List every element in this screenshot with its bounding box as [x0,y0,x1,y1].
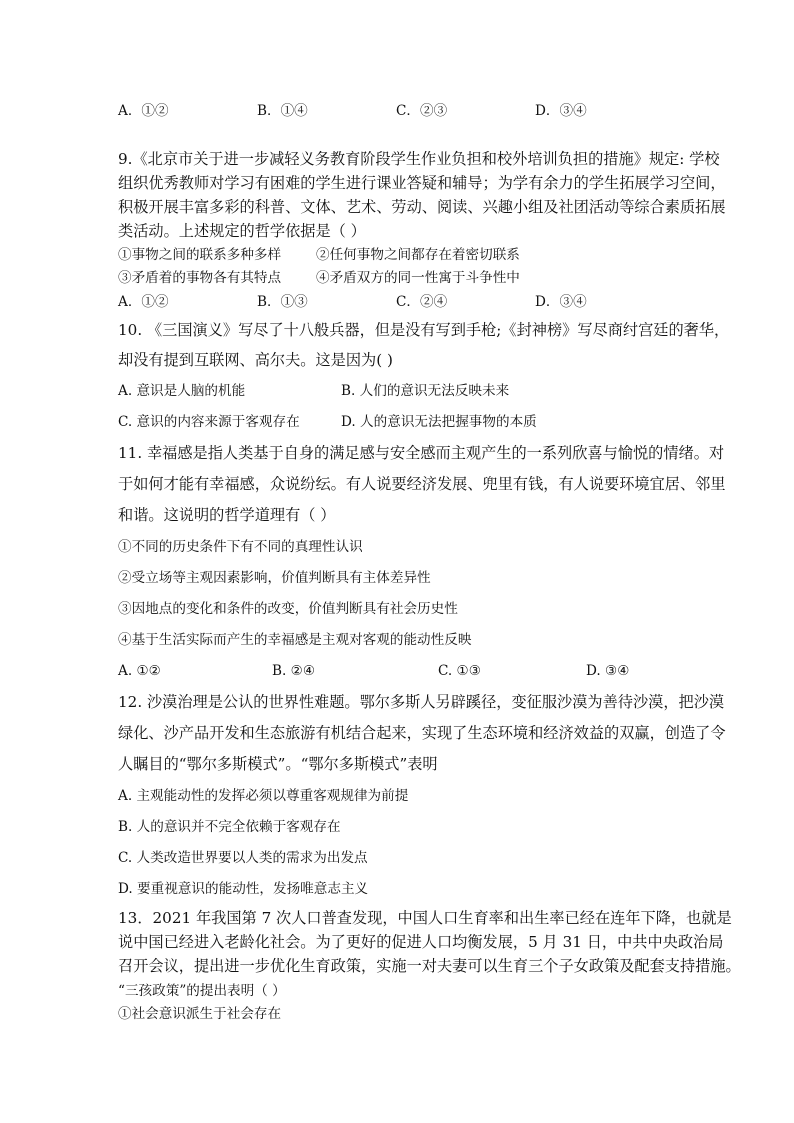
q8-option-d: D．③④ [535,103,587,119]
q10-option-a: A. 意识是人脑的机能 [118,383,246,399]
q11-stem-line-3: 和谐。这说明的哲学道理有（ ） [118,506,336,524]
q9-option-a: A．①② [118,294,169,310]
q9-option-c: C．②④ [396,294,448,310]
q11-statement-3: ③因地点的变化和条件的改变，价值判断具有社会历史性 [118,601,458,617]
q11-statement-1: ①不同的历史条件下有不同的真理性认识 [118,539,363,555]
q13-stem-line-4: “三孩政策”的提出表明（ ） [118,983,286,999]
q12-stem-line-2: 绿化、沙产品开发和生态旅游有机结合起来，实现了生态环境和经济效益的双赢，创造了令 [118,724,726,742]
q9-stem-line-2: 组织优秀教师对学习有困难的学生进行课业答疑和辅导；为学有余力的学生拓展学习空间， [118,174,726,192]
q9-stem-line-1: 9.《北京市关于进一步减轻义务教育阶段学生作业负担和校外培训负担的措施》规定: 学校 [118,150,720,168]
q11-option-b: B. ②④ [272,663,316,679]
q9-option-d: D．③④ [535,294,587,310]
q11-stem-line-1: 11. 幸福感是指人类基于自身的满足感与安全感而主观产生的一系列欣喜与愉悦的情绪。对 [118,444,725,462]
q10-option-c: C. 意识的内容来源于客观存在 [118,414,300,430]
q12-option-d: D. 要重视意识的能动性，发扬唯意志主义 [118,881,369,897]
q11-statement-2: ②受立场等主观因素影响，价值判断具有主体差异性 [118,570,431,586]
q9-stem-line-3: 积极开展丰富多彩的科普、文体、艺术、劳动、阅读、兴趣小组及社团活动等综合素质拓展 [118,198,726,216]
q11-stem-line-2: 于如何才能有幸福感，众说纷纭。有人说要经济发展、兜里有钱，有人说要环境宜居、邻里 [118,475,726,493]
q12-stem-line-1: 12. 沙漠治理是公认的世界性难题。鄂尔多斯人另辟蹊径，变征服沙漠为善待沙漠，把沙漠 [118,693,725,711]
q9-statement-1: ①事物之间的联系多种多样 [118,247,282,263]
q10-option-d: D. 人的意识无法把握事物的本质 [341,414,537,430]
q11-option-c: C. ①③ [438,663,481,679]
q11-option-a: A. ①② [118,663,161,679]
q10-option-b: B. 人们的意识无法反映未来 [341,383,510,399]
q10-stem-line-1: 10. 《三国演义》写尽了十八般兵器，但是没有写到手枪;《封神榜》写尽商纣宫廷的奢华， [118,321,730,339]
q12-option-c: C. 人类改造世界要以人类的需求为出发点 [118,850,368,866]
q9-option-b: B．①③ [257,294,308,310]
q8-option-b: B．①④ [257,103,308,119]
q9-statement-4: ④矛盾双方的同一性寓于斗争性中 [316,270,520,286]
q13-statement-1: ①社会意识派生于社会存在 [118,1006,282,1022]
q13-stem-line-1: 13．2021 年我国第 7 次人口普查发现，中国人口生育率和出生率已经在连年下降，也就是 [118,909,732,927]
q11-statement-4: ④基于生活实际而产生的幸福感是主观对客观的能动性反映 [118,632,472,648]
q9-stem-line-4: 类活动。上述规定的哲学依据是（ ） [118,222,366,240]
q13-stem-line-3: 召开会议，提出进一步优化生育政策，实施一对夫妻可以生育三个子女政策及配套支持措施。 [118,957,741,975]
q13-stem-line-2: 说中国已经进入老龄化社会。为了更好的促进人口均衡发展，5 月 31 日，中共中央政治局 [118,933,724,951]
q10-stem-line-2: 却没有提到互联网、高尔夫。这是因为( ) [118,351,393,369]
q9-statement-3: ③矛盾着的事物各有其特点 [118,270,282,286]
q11-option-d: D. ③④ [586,663,630,679]
q12-option-b: B. 人的意识并不完全依赖于客观存在 [118,819,341,835]
q8-option-c: C．②③ [396,103,448,119]
q12-option-a: A. 主观能动性的发挥必须以尊重客观规律为前提 [118,788,409,804]
q12-stem-line-3: 人瞩目的“鄂尔多斯模式”。“鄂尔多斯模式”表明 [118,755,438,773]
q9-statement-2: ②任何事物之间都存在着密切联系 [316,247,520,263]
q8-option-a: A．①② [118,103,169,119]
